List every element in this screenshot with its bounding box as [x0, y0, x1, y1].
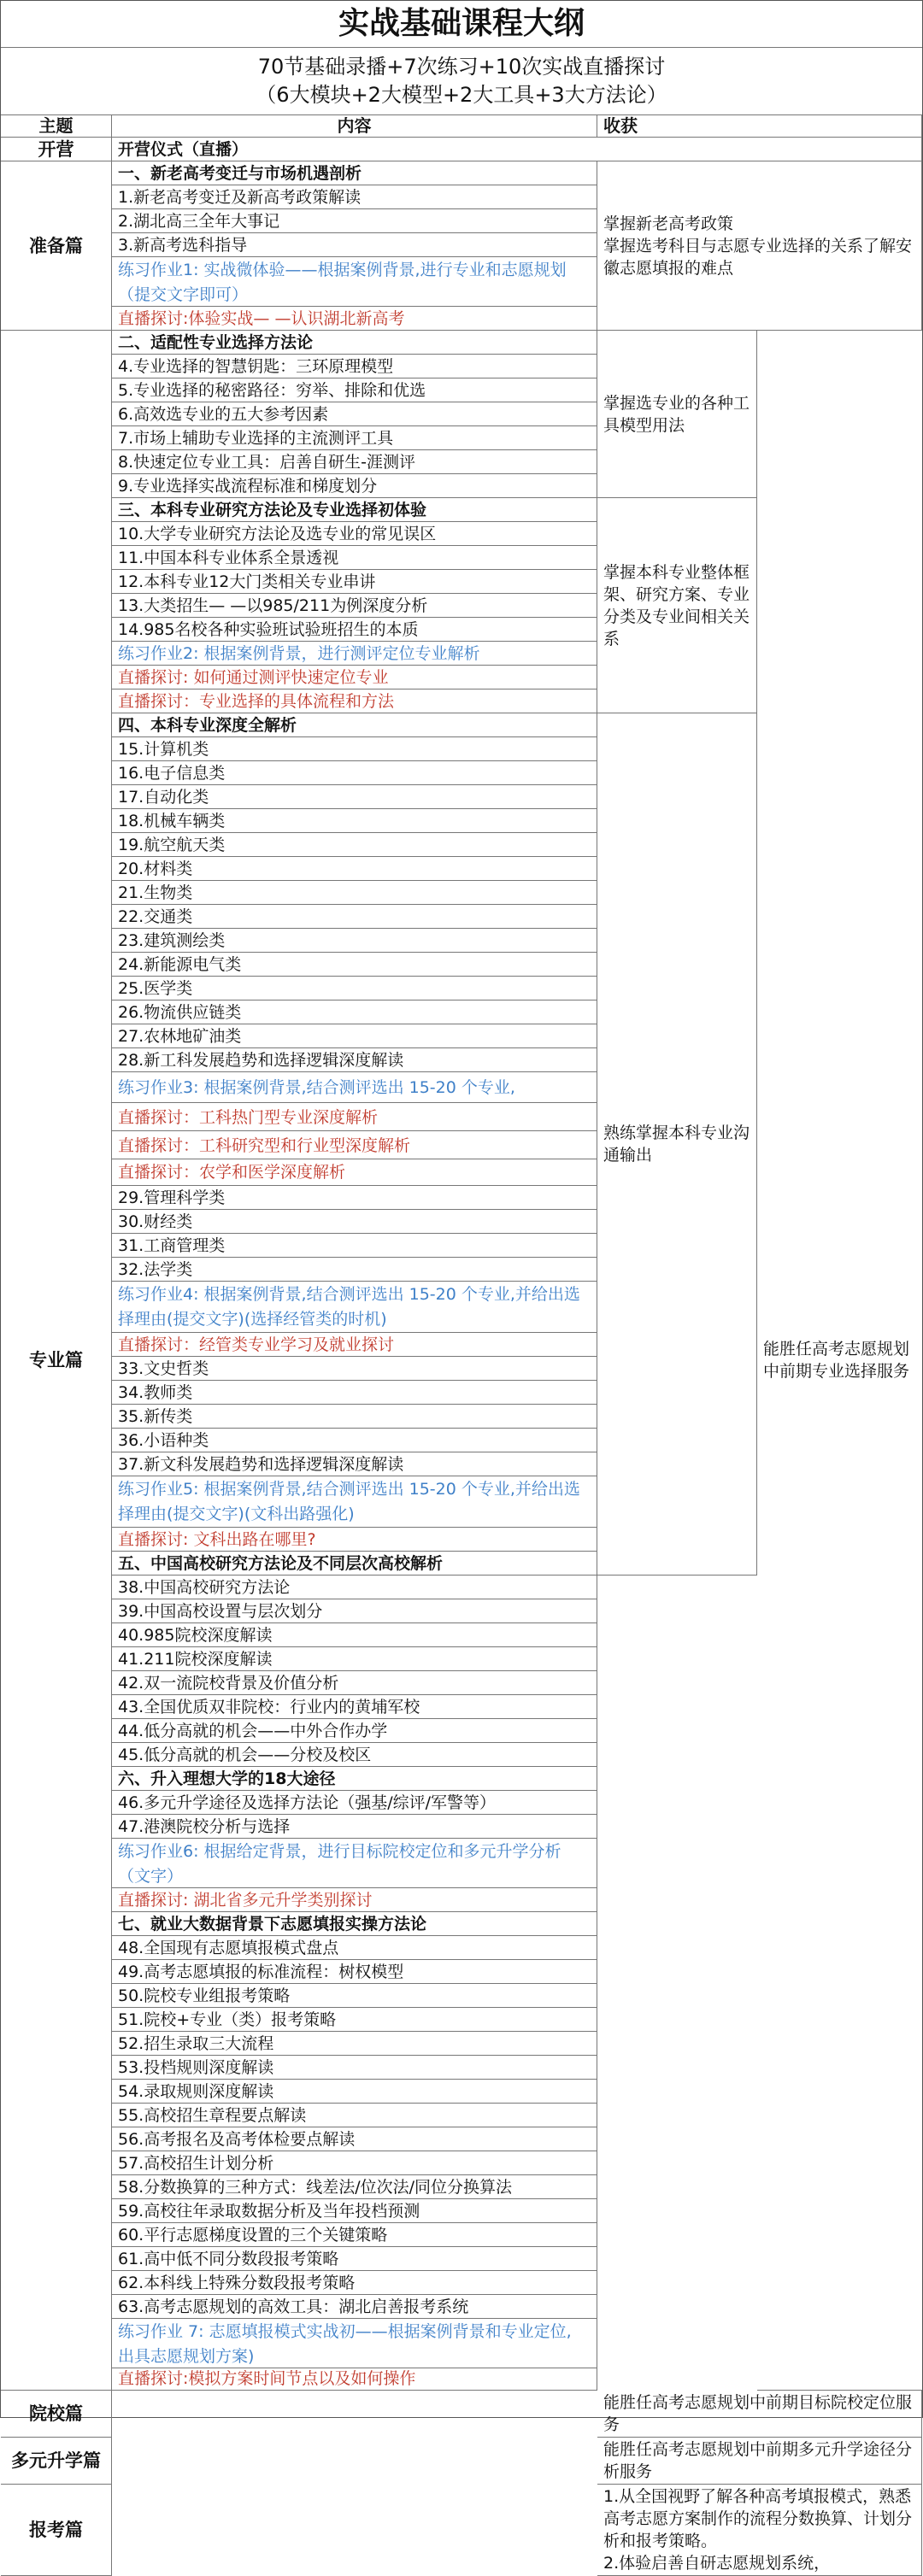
module-pathway: 多元升学篇	[1, 2438, 112, 2485]
live-discussion: 直播探讨: 如何通过测评快速定位专业	[112, 666, 597, 689]
subtitle	[1, 48, 922, 115]
module-opening: 开营	[1, 138, 112, 161]
list-item: 19.航空航天类	[112, 833, 597, 857]
list-item: 33.文史哲类	[112, 1357, 597, 1381]
section-heading: 五、中国高校研究方法论及不同层次高校解析	[112, 1552, 597, 1576]
list-item: 36.小语种类	[112, 1429, 597, 1452]
list-item: 30.财经类	[112, 1210, 597, 1234]
list-item: 59.高校往年录取数据分析及当年投档预测	[112, 2199, 597, 2223]
list-item: 53.投档规则深度解读	[112, 2056, 597, 2080]
module-prep: 准备篇	[1, 161, 112, 331]
gain-deep: 熟练掌握本科专业沟通输出	[597, 713, 757, 1576]
header-gain: 收获	[597, 115, 922, 138]
live-discussion: 直播探讨：工科研究型和行业型深度解析	[112, 1131, 597, 1159]
list-item: 9.专业选择实战流程标准和梯度划分	[112, 474, 597, 498]
list-item: 26.物流供应链类	[112, 1000, 597, 1024]
list-item: 25.医学类	[112, 977, 597, 1000]
list-item: 28.新工科发展趋势和选择逻辑深度解读	[112, 1048, 597, 1072]
list-item: 6.高效选专业的五大参考因素	[112, 402, 597, 426]
header-theme: 主题	[1, 115, 112, 138]
list-item: 27.农林地矿油类	[112, 1024, 597, 1048]
gain-pathway: 能胜任高考志愿规划中前期多元升学途径分析服务	[597, 2438, 922, 2485]
list-item: 34.教师类	[112, 1381, 597, 1405]
list-item: 55.高校招生章程要点解读	[112, 2104, 597, 2127]
list-item: 13.大类招生— —以985/211为例深度分析	[112, 594, 597, 618]
list-item: 35.新传类	[112, 1405, 597, 1429]
list-item: 14.985名校各种实验班试验班招生的本质	[112, 618, 597, 642]
list-item: 46.多元升学途径及选择方法论（强基/综评/军警等）	[112, 1791, 597, 1815]
section-heading: 三、本科专业研究方法论及专业选择初体验	[112, 498, 597, 522]
list-item: 63.高考志愿规划的高效工具：湖北启善报考系统	[112, 2295, 597, 2319]
live-discussion: 直播探讨：专业选择的具体流程和方法	[112, 689, 597, 713]
homework-item: 练习作业2: 根据案例背景，进行测评定位专业解析	[112, 642, 597, 666]
homework-item: 练习作业5: 根据案例背景,结合测评选出 15-20 个专业,并给出选择理由(提交文字)(文科出路强化)	[112, 1476, 597, 1528]
list-item: 10.大学专业研究方法论及选专业的常见误区	[112, 522, 597, 546]
list-item: 38.中国高校研究方法论	[112, 1576, 597, 1599]
list-item: 48.全国现有志愿填报模式盘点	[112, 1936, 597, 1960]
list-item: 2.湖北高三全年大事记	[112, 209, 597, 233]
list-item: 43.全国优质双非院校：行业内的黄埔军校	[112, 1695, 597, 1719]
list-item: 37.新文科发展趋势和选择逻辑深度解读	[112, 1452, 597, 1476]
module-college: 院校篇	[1, 2391, 112, 2438]
list-item: 51.院校+专业（类）报考策略	[112, 2008, 597, 2032]
live-discussion: 直播探讨: 湖北省多元升学类别探讨	[112, 1888, 597, 1912]
section-heading: 七、就业大数据背景下志愿填报实操方法论	[112, 1912, 597, 1936]
homework-item: 练习作业 7: 志愿填报模式实战初——根据案例背景和专业定位, 出具志愿规划方案)	[112, 2319, 597, 2368]
homework-item: 练习作业6: 根据给定背景，进行目标院校定位和多元升学分析（文字）	[112, 1839, 597, 1888]
list-item: 1.新老高考变迁及新高考政策解读	[112, 185, 597, 209]
list-item: 32.法学类	[112, 1258, 597, 1282]
live-discussion: 直播探讨：农学和医学深度解析	[112, 1159, 597, 1186]
homework-item: 练习作业1: 实战微体验——根据案例背景,进行专业和志愿规划（提交文字即可）	[112, 257, 597, 307]
module-major: 专业篇	[1, 331, 112, 2391]
list-item: 47.港澳院校分析与选择	[112, 1815, 597, 1839]
list-item: 45.低分高就的机会——分校及校区	[112, 1743, 597, 1767]
page-title: 实战基础课程大纲	[1, 1, 922, 48]
list-item: 39.中国高校设置与层次划分	[112, 1599, 597, 1623]
module-apply: 报考篇	[1, 2485, 112, 2576]
list-item: 40.985院校深度解读	[112, 1623, 597, 1647]
list-item: 3.新高考选科指导	[112, 233, 597, 257]
list-item: 44.低分高就的机会——中外合作办学	[112, 1719, 597, 1743]
list-item: 7.市场上辅助专业选择的主流测评工具	[112, 426, 597, 450]
live-discussion: 直播探讨：工科热门型专业深度解析	[112, 1103, 597, 1131]
list-item: 8.快速定位专业工具：启善自研生-涯测评	[112, 450, 597, 474]
list-item: 22.交通类	[112, 905, 597, 929]
list-item: 42.双一流院校背景及价值分析	[112, 1671, 597, 1695]
opening-ceremony: 开营仪式（直播）	[112, 138, 922, 161]
list-item: 4.专业选择的智慧钥匙：三环原理模型	[112, 355, 597, 378]
list-item: 23.建筑测绘类	[112, 929, 597, 953]
list-item: 15.计算机类	[112, 737, 597, 761]
list-item: 60.平行志愿梯度设置的三个关键策略	[112, 2223, 597, 2247]
list-item: 31.工商管理类	[112, 1234, 597, 1258]
list-item: 62.本科线上特殊分数段报考策略	[112, 2271, 597, 2295]
list-item: 12.本科专业12大门类相关专业串讲	[112, 570, 597, 594]
gain-undergrad: 掌握本科专业整体框架、研究方案、专业分类及专业间相关关系	[597, 498, 757, 713]
list-item: 58.分数换算的三种方式：线差法/位次法/同位分换算法	[112, 2175, 597, 2199]
list-item: 16.电子信息类	[112, 761, 597, 785]
gain-college: 能胜任高考志愿规划中前期目标院校定位服务	[597, 2391, 922, 2438]
section-heading: 六、升入理想大学的18大途径	[112, 1767, 597, 1791]
subtitle-line-2: （6大模块+2大模型+2大工具+3大方法论）	[256, 83, 667, 107]
list-item: 21.生物类	[112, 881, 597, 905]
list-item: 18.机械车辆类	[112, 809, 597, 833]
list-item: 50.院校专业组报考策略	[112, 1984, 597, 2008]
header-content: 内容	[112, 115, 597, 138]
gain-major-all: 能胜任高考志愿规划中前期专业选择服务	[757, 331, 922, 2391]
list-item: 49.高考志愿填报的标准流程：树权模型	[112, 1960, 597, 1984]
list-item: 57.高校招生计划分析	[112, 2151, 597, 2175]
list-item: 5.专业选择的秘密路径：穷举、排除和优选	[112, 378, 597, 402]
section-heading: 二、适配性专业选择方法论	[112, 331, 597, 355]
section-heading: 四、本科专业深度全解析	[112, 713, 597, 737]
list-item: 61.高中低不同分数段报考策略	[112, 2247, 597, 2271]
live-discussion: 直播探讨: 文科出路在哪里?	[112, 1528, 597, 1552]
subtitle-line-1: 70节基础录播+7次练习+10次实战直播探讨	[257, 55, 666, 79]
live-discussion: 直播探讨:体验实战— —认识湖北新高考	[112, 307, 597, 331]
homework-item: 练习作业4: 根据案例背景,结合测评选出 15-20 个专业,并给出选择理由(提交文字)(选择经管类的时机)	[112, 1282, 597, 1333]
list-item: 29.管理科学类	[112, 1186, 597, 1210]
live-discussion: 直播探讨:模拟方案时间节点以及如何操作	[112, 2368, 597, 2391]
live-discussion: 直播探讨：经管类专业学习及就业探讨	[112, 1333, 597, 1357]
gain-method: 掌握选专业的各种工具模型用法	[597, 331, 757, 498]
list-item: 17.自动化类	[112, 785, 597, 809]
homework-item: 练习作业3: 根据案例背景,结合测评选出 15-20 个专业,	[112, 1072, 597, 1103]
gain-prep: 掌握新老高考政策 掌握选考科目与志愿专业选择的关系了解安徽志愿填报的难点	[597, 161, 922, 331]
gain-apply: 1.从全国视野了解各种高考填报模式，熟悉高考志愿方案制作的流程分数换算、计划分析和报考策略。 2.体验启善自研志愿规划系统，	[597, 2485, 922, 2576]
list-item: 56.高考报名及高考体检要点解读	[112, 2127, 597, 2151]
list-item: 52.招生录取三大流程	[112, 2032, 597, 2056]
section-heading: 一、新老高考变迁与市场机遇剖析	[112, 161, 597, 185]
list-item: 24.新能源电气类	[112, 953, 597, 977]
list-item: 41.211院校深度解读	[112, 1647, 597, 1671]
list-item: 54.录取规则深度解读	[112, 2080, 597, 2104]
list-item: 20.材料类	[112, 857, 597, 881]
list-item: 11.中国本科专业体系全景透视	[112, 546, 597, 570]
